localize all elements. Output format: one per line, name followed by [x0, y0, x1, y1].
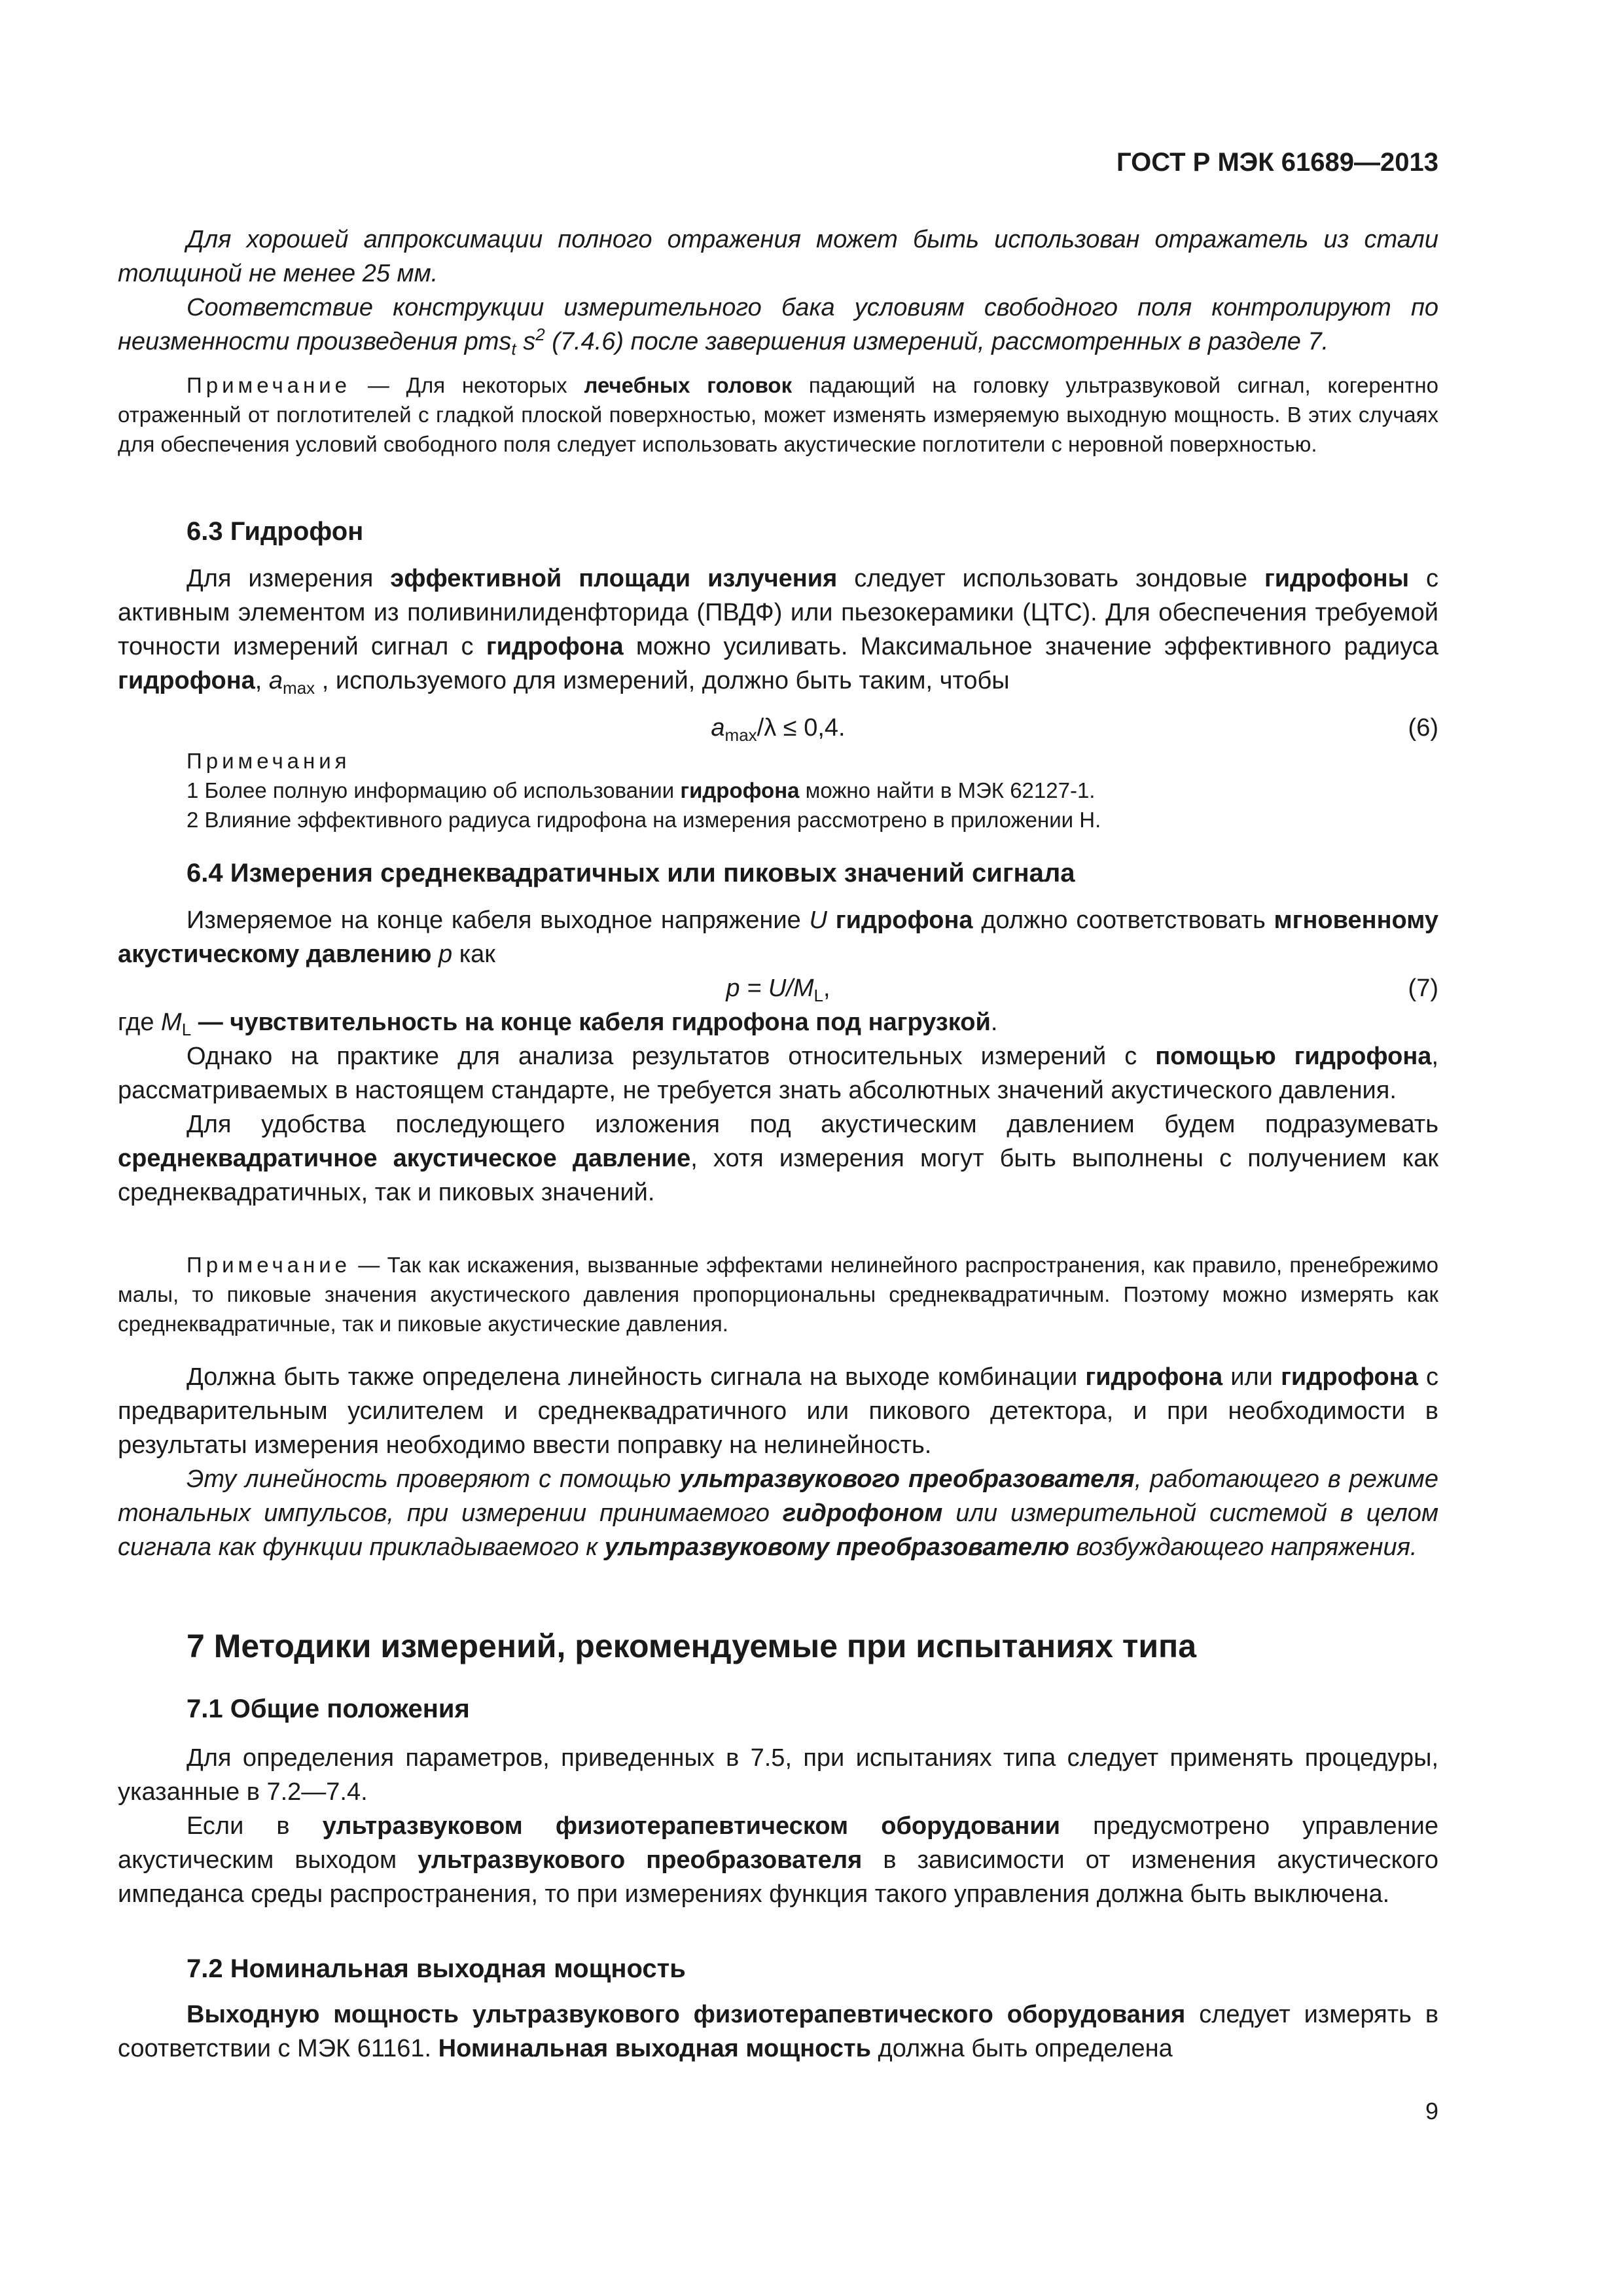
paragraph: Выходную мощность ультразвукового физиотерапевтического оборудования следует измерять в соответствии с МЭК 61161. Номинальная выходная мощность должна быть определена	[118, 2001, 1439, 2062]
formula-number: (7)	[1408, 975, 1438, 1002]
section-6-4	[118, 856, 1438, 890]
note-item-1: 1 Более полную информацию об использовании гидрофона можно найти в МЭК 62127-1.	[187, 778, 1096, 802]
paragraph: Если в ультразвуковом физиотерапевтическом оборудовании предусмотрено управление акустическим выходом ультразвукового преобразователя в зависимости от изменения акустического импеданса среды распространения, то при измерениях функция такого управления должна быть выключена.	[118, 1812, 1439, 1908]
section-7	[118, 1626, 1438, 1666]
note-item-2: 2 Влияние эффективного радиуса гидрофона на измерения рассмотрено в приложении Н.	[187, 808, 1101, 832]
section-6-3	[118, 514, 1438, 548]
formula-7: $p = U/M_L$, (7)	[118, 971, 1438, 1005]
section-7-2	[118, 1952, 1438, 1986]
intro-paragraph-1: Для хорошей аппроксимации полного отражения может быть использован отражатель из стали толщиной не менее 25 мм.	[118, 226, 1438, 287]
section-heading: 6.4 Измерения среднеквадратичных или пиковых значений сигнала	[187, 859, 1075, 888]
page-header-standard: ГОСТ Р МЭК 61689—2013	[1116, 148, 1438, 177]
note-1: Примечание — Для некоторых лечебных головок падающий на головку ультразвуковой сигнал, когерентно отраженный от поглотителей с гладкой плоской поверхностью, может изменять измеряемую выходную мощность. В этих случаях для обеспечения условий свободного поля следует использовать акустические поглотители с неровной поверхностью.	[118, 373, 1438, 456]
note-label: Примечание	[187, 373, 351, 397]
section-6-4-body-2	[118, 1360, 1438, 1564]
document-page	[118, 0, 1438, 2296]
page-number: 9	[1425, 2098, 1438, 2125]
intro-block	[118, 223, 1438, 359]
formula-legend: где $M_L$ — чувствительность на конце кабеля гидрофона под нагрузкой.	[118, 1009, 998, 1039]
paragraph: Для удобства последующего изложения под акустическим давлением будем подразумевать среднеквадратичное акустическое давление, хотя измерения могут быть выполнены с получением как среднеквадратичных, так и пиковых значений.	[118, 1111, 1438, 1206]
section-heading: 7.2 Номинальная выходная мощность	[187, 1954, 686, 1983]
notes-6-3	[118, 746, 1438, 834]
paragraph: Эту линейность проверяют с помощью ультразвукового преобразователя, работающего в режиме тональных импульсов, при измерении принимаемого гидрофоном или измерительной системой в целом сигнала как функции прикладываемого к ультразвуковому преобразователю возбуждающего напряжения.	[118, 1465, 1438, 1561]
paragraph: Для измерения эффективной площади излучения следует использовать зондовые гидрофоны с активным элементом из поливинилиденфторида (ПВДФ) или пьезокерамики (ЦТС). Для обеспечения требуемой точности измерений сигнал с гидрофона можно усиливать. Максимальное значение эффективного радиуса гидрофона, $a_{max}$ , используемого для измерений, должно быть таким, чтобы	[118, 565, 1438, 698]
note-label: Примечание	[187, 1253, 351, 1277]
section-heading: 7.1 Общие положения	[187, 1695, 470, 1723]
formula-6: $a_{max}/\lambda \le 0,4$. (6)	[118, 711, 1438, 745]
paragraph: Должна быть также определена линейность сигнала на выходе комбинации гидрофона или гидрофона с предварительным усилителем и среднеквадратичного или пикового детектора, и при необходимости в результаты измерения необходимо ввести поправку на нелинейность.	[118, 1363, 1438, 1459]
paragraph: Однако на практике для анализа результатов относительных измерений с помощью гидрофона, рассматриваемых в настоящем стандарте, не требуется знать абсолютных значений акустического давления.	[118, 1043, 1438, 1104]
section-6-4-body	[118, 903, 1438, 1210]
intro-paragraph-2: Соответствие конструкции измерительного бака условиям свободного поля контролируют по неизменности произведения pms$_t$ $s^2$ (7.4.6) после завершения измерений, рассмотренных в разделе 7.	[118, 294, 1438, 359]
section-7-1	[118, 1692, 1438, 1726]
formula-number: (6)	[1408, 714, 1438, 742]
section-7-1-body	[118, 1741, 1438, 1911]
paragraph: Для определения параметров, приведенных в 7.5, при испытаниях типа следует применять процедуры, указанные в 7.2—7.4.	[118, 1744, 1438, 1806]
paragraph: Измеряемое на конце кабеля выходное напряжение U гидрофона должно соответствовать мгновенному акустическому давлению p как	[118, 906, 1438, 968]
section-6-3-body	[118, 562, 1438, 745]
chapter-heading: 7 Методики измерений, рекомендуемые при испытаниях типа	[187, 1628, 1197, 1664]
notes-label: Примечания	[187, 749, 351, 773]
section-7-2-body	[118, 1998, 1438, 2066]
section-heading: 6.3 Гидрофон	[187, 517, 364, 546]
note-6-4: Примечание — Так как искажения, вызванные эффектами нелинейного распространения, как правило, пренебрежимо малы, то пиковые значения акустического давления пропорциональны среднеквадратичным. Поэтому можно измерять как среднеквадратичные, так и пиковые акустические давления.	[118, 1253, 1438, 1336]
